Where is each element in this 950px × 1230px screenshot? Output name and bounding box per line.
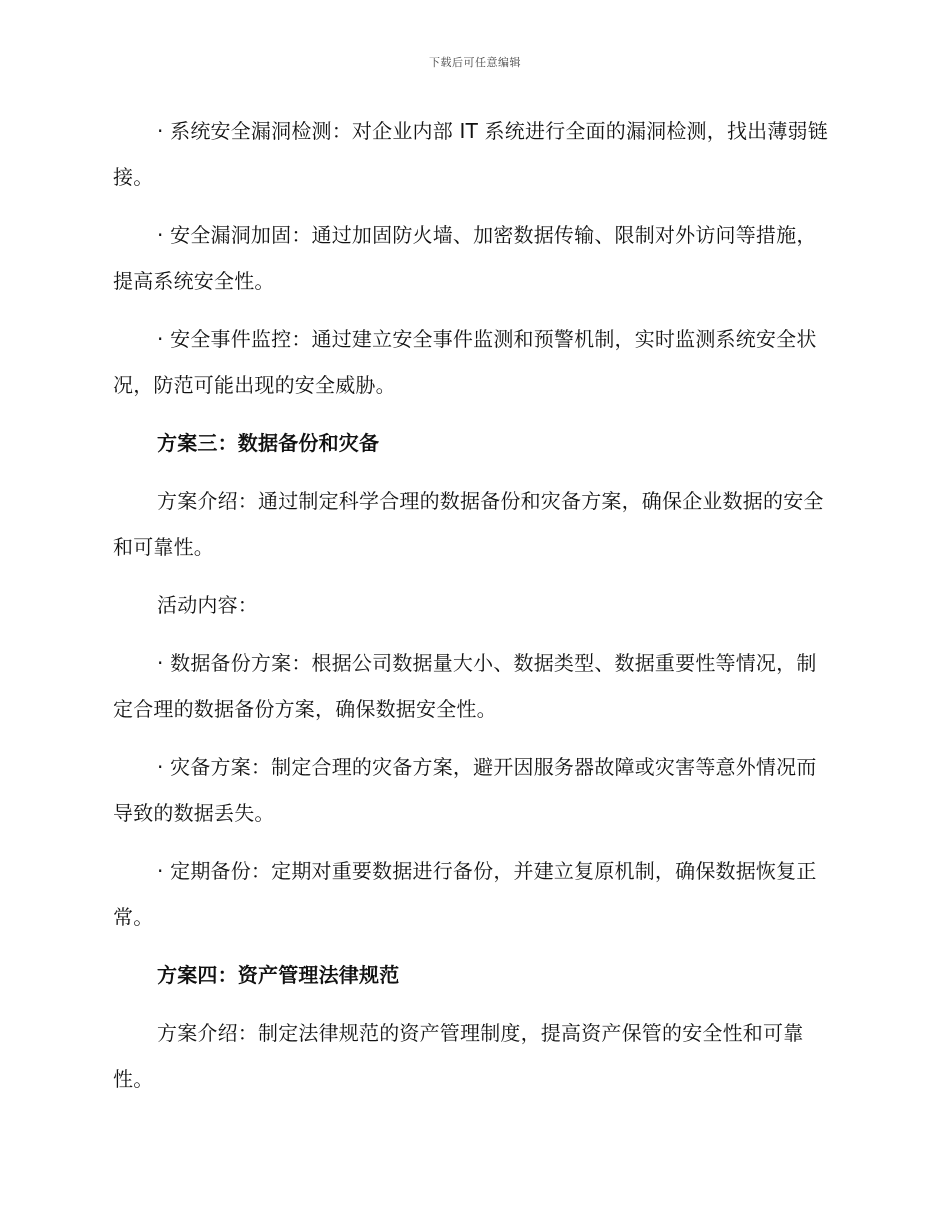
section-heading-plan-four: 方案四：资产管理法律规范 [157,963,400,987]
plan-three-introduction: 方案介绍：通过制定科学合理的数据备份和灾备方案，确保企业数据的安全和可靠性。 [113,489,824,559]
document-body [113,108,833,1114]
activity-content-label: 活动内容： [157,593,258,617]
section-heading-plan-three: 方案三：数据备份和灾备 [157,431,380,455]
bullet-vulnerability-detection: · 系统安全漏洞检测：对企业内部 IT 系统进行全面的漏洞检测，找出薄弱链接。 [113,119,828,189]
bullet-regular-backup: · 定期备份：定期对重要数据进行备份，并建立复原机制，确保数据恢复正常。 [113,859,817,929]
bullet-security-event-monitoring: · 安全事件监控：通过建立安全事件监测和预警机制，实时监测系统安全状况，防范可能出现的安全威胁。 [113,327,817,397]
plan-four-introduction: 方案介绍：制定法律规范的资产管理制度，提高资产保管的安全性和可靠性。 [113,1021,804,1091]
bullet-vulnerability-hardening: · 安全漏洞加固：通过加固防火墙、加密数据传输、限制对外访问等措施，提高系统安全性。 [113,223,817,293]
bullet-data-backup-plan: · 数据备份方案：根据公司数据量大小、数据类型、数据重要性等情况，制定合理的数据备份方案，确保数据安全性。 [113,651,817,721]
page-header: 下载后可任意编辑 [429,56,521,69]
bullet-disaster-recovery-plan: · 灾备方案：制定合理的灾备方案，避开因服务器故障或灾害等意外情况而导致的数据丢失。 [113,755,817,825]
